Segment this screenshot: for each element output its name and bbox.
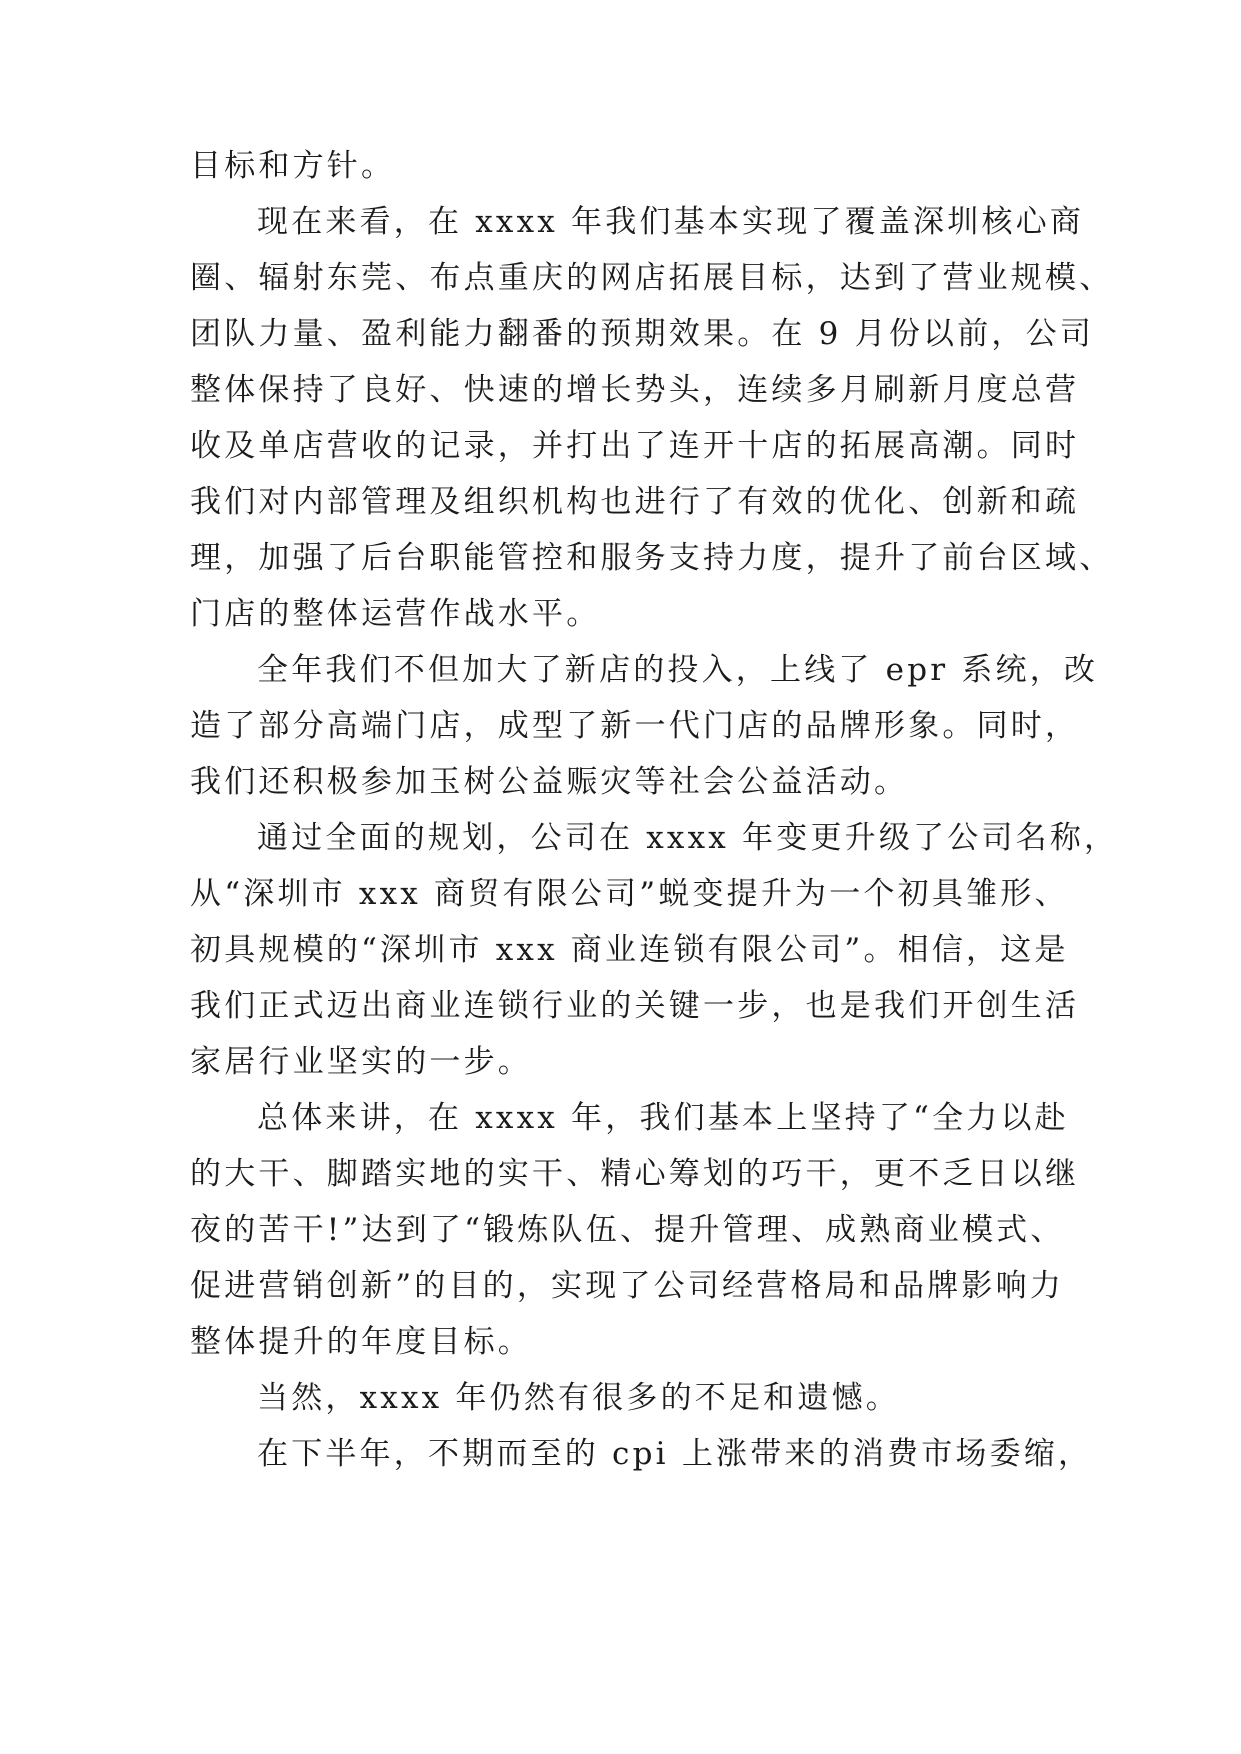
text-line: 促进营销创新”的目的，实现了公司经营格局和品牌影响力 bbox=[190, 1268, 1065, 1304]
text-line: 家居行业坚实的一步。 bbox=[190, 1044, 532, 1080]
text-line: 理，加强了后台职能管控和服务支持力度，提升了前台区域、 bbox=[190, 540, 1114, 576]
text-line: 当然，xxxx 年仍然有很多的不足和遗憾。 bbox=[257, 1380, 900, 1416]
text-line: 整体保持了良好、快速的增长势头，连续多月刷新月度总营 bbox=[190, 372, 1080, 408]
text-line: 整体提升的年度目标。 bbox=[190, 1324, 532, 1360]
text-line: 圈、辐射东莞、布点重庆的网店拓展目标，达到了营业规模、 bbox=[190, 260, 1114, 296]
text-line: 的大干、脚踏实地的实干、精心筹划的巧干，更不乏日以继 bbox=[190, 1156, 1080, 1192]
text-line: 在下半年，不期而至的 cpi 上涨带来的消费市场委缩， bbox=[257, 1436, 1093, 1472]
text-line: 团队力量、盈利能力翻番的预期效果。在 9 月份以前，公司 bbox=[190, 316, 1095, 352]
text-line: 收及单店营收的记录，并打出了连开十店的拓展高潮。同时 bbox=[190, 428, 1080, 464]
text-line: 夜的苦干!”达到了“锻炼队伍、提升管理、成熟商业模式、 bbox=[190, 1212, 1065, 1248]
text-line: 门店的整体运营作战水平。 bbox=[190, 596, 601, 632]
text-line: 造了部分高端门店，成型了新一代门店的品牌形象。同时， bbox=[190, 708, 1080, 744]
text-line: 全年我们不但加大了新店的投入，上线了 epr 系统，改 bbox=[257, 652, 1099, 688]
text-line: 我们对内部管理及组织机构也进行了有效的优化、创新和疏 bbox=[190, 484, 1080, 520]
text-line: 初具规模的“深圳市 xxx 商业连锁有限公司”。相信，这是 bbox=[190, 932, 1069, 968]
text-line: 总体来讲，在 xxxx 年，我们基本上坚持了“全力以赴 bbox=[257, 1100, 1069, 1136]
text-line: 从“深圳市 xxx 商贸有限公司”蜕变提升为一个初具雏形、 bbox=[190, 876, 1069, 912]
text-line: 现在来看，在 xxxx 年我们基本实现了覆盖深圳核心商 bbox=[257, 204, 1085, 240]
text-line: 我们还积极参加玉树公益赈灾等社会公益活动。 bbox=[190, 764, 909, 800]
text-line: 通过全面的规划，公司在 xxxx 年变更升级了公司名称， bbox=[257, 820, 1119, 856]
text-line: 我们正式迈出商业连锁行业的关键一步，也是我们开创生活 bbox=[190, 988, 1080, 1024]
text-line: 目标和方针。 bbox=[190, 148, 396, 184]
